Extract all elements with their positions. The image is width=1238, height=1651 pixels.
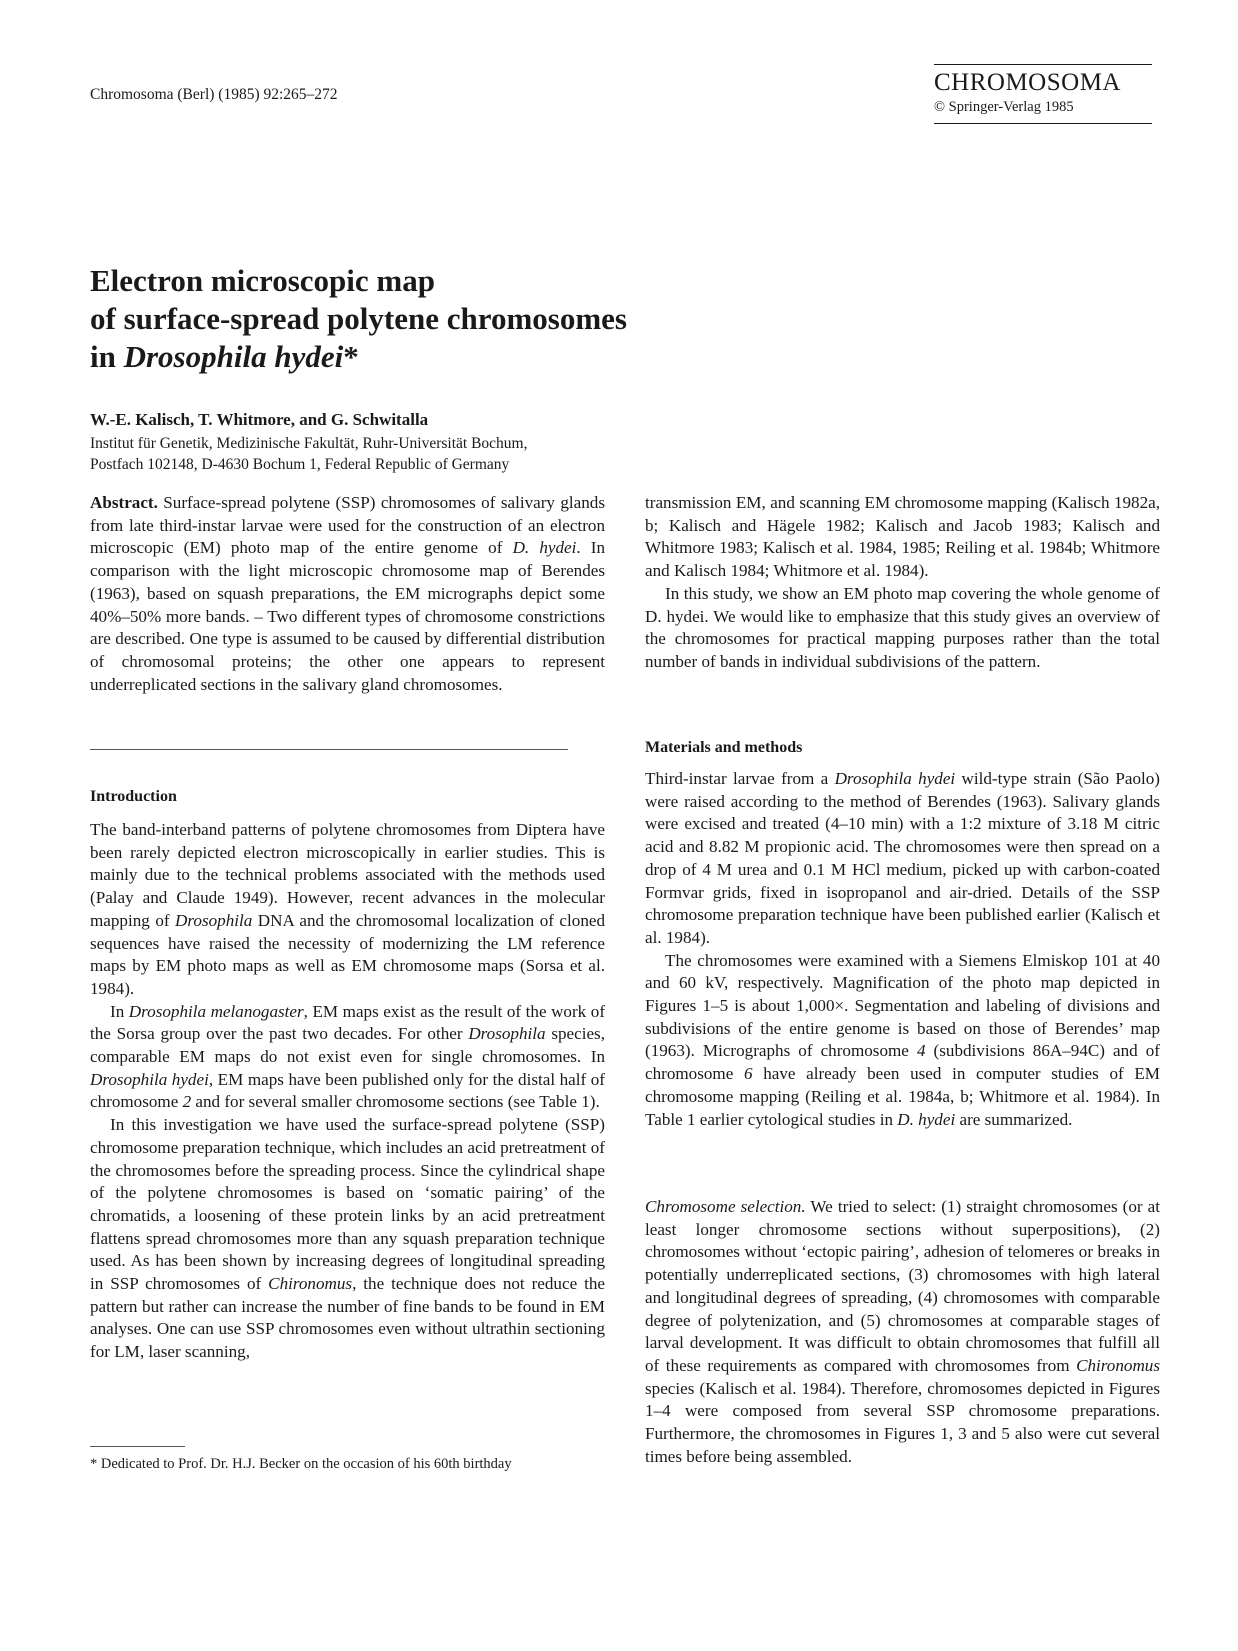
intro-p2-text-c: species, comparable EM maps do not exist even for single chromosomes. In	[90, 1024, 605, 1067]
mm-p1-text-a: Third-instar larvae from a	[645, 769, 835, 788]
abstract	[90, 492, 605, 696]
mm-p2-text-b: (subdivisions 86A–94C) and of chromosome	[645, 1041, 1160, 1084]
cs-text-b: species (Kalisch et al. 1984). Therefore, chromosomes depicted in Figures 1–4 were composed from several SSP chromosome preparations. Furthermore, the chromosomes in Figures 1, 3 and 5 also were cut several times before being assembled.	[645, 1378, 1160, 1466]
intro-p1-text-b: DNA and the chromosomal localization of cloned sequences have raised the necessity of modernizing the LM reference maps by EM photo maps as well as EM chromosome maps (Sorsa et al. 1984).	[90, 910, 605, 998]
intro-p2-italic-3: Drosophila hydei	[90, 1069, 209, 1089]
footnote: * Dedicated to Prof. Dr. H.J. Becker on the occasion of his 60th birthday	[90, 1456, 512, 1472]
brand-bottom-rule	[934, 123, 1152, 124]
chromosome-selection	[645, 1196, 1160, 1468]
intro-p3-text-b: , the technique does not reduce the pattern but rather can increase the number of fine bands to be found in EM analyses. One can use SSP chromosomes even without ultrathin sectioning for LM, laser scanning,	[90, 1274, 605, 1362]
article-title	[90, 262, 810, 376]
introduction-body	[90, 819, 605, 1364]
journal-name: CHROMOSOMA	[934, 69, 1121, 96]
title-line-3	[90, 338, 810, 376]
intro-p2-text-b: , EM maps exist as the result of the work of the Sorsa group over the past two decades. For other	[90, 1001, 606, 1044]
intro-p2-italic-2: Drosophila	[468, 1024, 546, 1044]
brand-top-rule	[934, 64, 1152, 65]
abstract-divider	[90, 749, 568, 750]
chromosome-selection-label: Chromosome selection.	[645, 1197, 806, 1216]
journal-brand	[934, 64, 1152, 124]
copyright-notice: © Springer-Verlag 1985	[934, 99, 1074, 115]
intro-p2-text-a: In	[110, 1001, 129, 1021]
abstract-text-b: . In comparison with the light microscopic chromosome map of Berendes (1963), based on squash preparations, the EM micrographs depict some 40%–50% more bands. – Two different types of chromosome constrictions are described. One type is assumed to be caused by differential distribution of chromosomal proteins; the other one appears to represent underreplicated sections in the salivary gland chromosomes.	[90, 538, 605, 694]
mm-p1-italic: Drosophila hydei	[834, 769, 956, 788]
intro-p2-text-d: , EM maps have been published only for the distal half of chromosome	[90, 1069, 605, 1112]
title-line-2: of surface-spread polytene chromosomes	[90, 301, 627, 336]
right-column-continuation	[645, 492, 1160, 674]
footnote-divider	[90, 1446, 185, 1447]
affiliation-line-1: Institut für Genetik, Medizinische Fakultät, Ruhr-Universität Bochum,	[90, 435, 528, 452]
title-footnote-marker: *	[343, 339, 359, 374]
mm-p2-text-a: The chromosomes were examined with a Siemens Elmiskop 101 at 40 and 60 kV, respectively. Magnification of the photo map depicted in Figures 1–5 is about 1,000×. Segmentation and labeling of divisions and subdivisions of the entire genome is based on those of Berendes’ map (1963). Micrographs of chromosome	[645, 950, 1160, 1061]
journal-citation: Chromosoma (Berl) (1985) 92:265–272	[90, 86, 338, 103]
intro-p3-text-a: In this investigation we have used the surface-spread polytene (SSP) chromosome preparation technique, which includes an acid pretreatment of the chromosomes before the spreading process. Since the cylindrical shape of the polytene chromosomes is based on ‘somatic pairing’ of the chromatids, a loosening of these protein links by an acid pretreatment flattens spread chromosomes more than any squash preparation technique used. As has been shown by increasing degrees of longitudinal spreading in SSP chromosomes of	[90, 1115, 605, 1294]
continued-paragraph: transmission EM, and scanning EM chromosome mapping (Kalisch 1982a, b; Kalisch and Hägele 1982; Kalisch and Jacob 1983; Kalisch and Whitmore 1983; Kalisch et al. 1984, 1985; Reiling et al. 1984b; Whitmore and Kalisch 1984; Whitmore et al. 1984).	[645, 493, 1160, 581]
study-paragraph: In this study, we show an EM photo map covering the whole genome of D. hydei. We would like to emphasize that this study gives an overview of the chromosomes for practical mapping purposes rather than the total number of bands in individual subdivisions of the pattern.	[645, 583, 1160, 671]
affiliation-line-2: Postfach 102148, D-4630 Bochum 1, Federal Republic of Germany	[90, 456, 510, 473]
author-list: W.-E. Kalisch, T. Whitmore, and G. Schwitalla	[90, 410, 429, 429]
mm-p2-text-d: are summarized.	[955, 1109, 1073, 1129]
mm-paragraph-1	[645, 768, 1160, 950]
intro-p2-italic-1: Drosophila melanogaster	[128, 1001, 304, 1021]
cs-italic: Chironomus	[1076, 1355, 1160, 1375]
title-line-1: Electron microscopic map	[90, 263, 435, 298]
intro-p1-text-a: The band-interband patterns of polytene chromosomes from Diptera have been rarely depicted electron microscopically in earlier studies. This is mainly due to the technical problems associated with the methods used (Palay and Claude 1949). However, recent advances in the molecular mapping of	[90, 820, 605, 930]
mm-p1-text-b: wild-type strain (São Paolo) were raised according to the method of Berendes (1963). Salivary glands were excised and treated (4–10 min) with a 1:2 mixture of 3.18 M citric acid and 8.82 M propionic acid. The chromosomes were then spread on a drop of 4 M urea and 0.1 M HCl medium, picked up with carbon-coated Formvar grids, fixed in isopropanol and air-dried. Details of the SSP chromosome preparation technique have been published earlier (Kalisch et al. 1984).	[645, 769, 1160, 947]
title-species: Drosophila hydei	[123, 339, 344, 374]
abstract-species: D. hydei	[512, 538, 577, 558]
mm-p2-italic-3: D. hydei	[897, 1109, 956, 1129]
cs-text-a: We tried to select: (1) straight chromosomes (or at least longer chromosome sections without superpositions), (2) chromosomes without ‘ectopic pairing’, adhesion of telomeres or breaks in potentially underreplicated sections, (3) chromosomes with high lateral and longitudinal degrees of spreading, (4) chromosomes with comparable degree of polytenization, and (5) chromosomes at comparable stages of larval development. It was difficult to obtain chromosomes that fulfill all of these requirements as compared with chromosomes from	[645, 1197, 1160, 1375]
affiliation	[90, 433, 527, 475]
materials-methods-body	[645, 768, 1160, 1131]
materials-methods-heading: Materials and methods	[645, 739, 803, 756]
intro-paragraph-2	[90, 1001, 605, 1115]
mm-paragraph-2	[645, 950, 1160, 1132]
intro-paragraph-1	[90, 819, 605, 1001]
title-prefix: in	[90, 339, 124, 374]
mm-p2-italic-1: 4	[916, 1041, 926, 1061]
intro-p2-italic-4: 2	[182, 1092, 192, 1112]
intro-p2-text-e: and for several smaller chromosome sections (see Table 1).	[191, 1092, 600, 1112]
abstract-label: Abstract.	[90, 493, 158, 512]
abstract-text-a: Surface-spread polytene (SSP) chromosomes of salivary glands from late third-instar larvae were used for the construction of an electron microscopic (EM) photo map of the entire genome of	[90, 493, 605, 558]
intro-p1-italic: Drosophila	[175, 910, 253, 930]
intro-paragraph-3	[90, 1114, 605, 1364]
introduction-heading: Introduction	[90, 788, 177, 805]
mm-p2-italic-2: 6	[743, 1064, 753, 1084]
mm-p2-text-c: have already been used in computer studies of EM chromosome mapping (Reiling et al. 1984a, b; Whitmore et al. 1984). In Table 1 earlier cytological studies in	[645, 1064, 1160, 1129]
intro-p3-italic: Chironomus	[268, 1274, 353, 1294]
